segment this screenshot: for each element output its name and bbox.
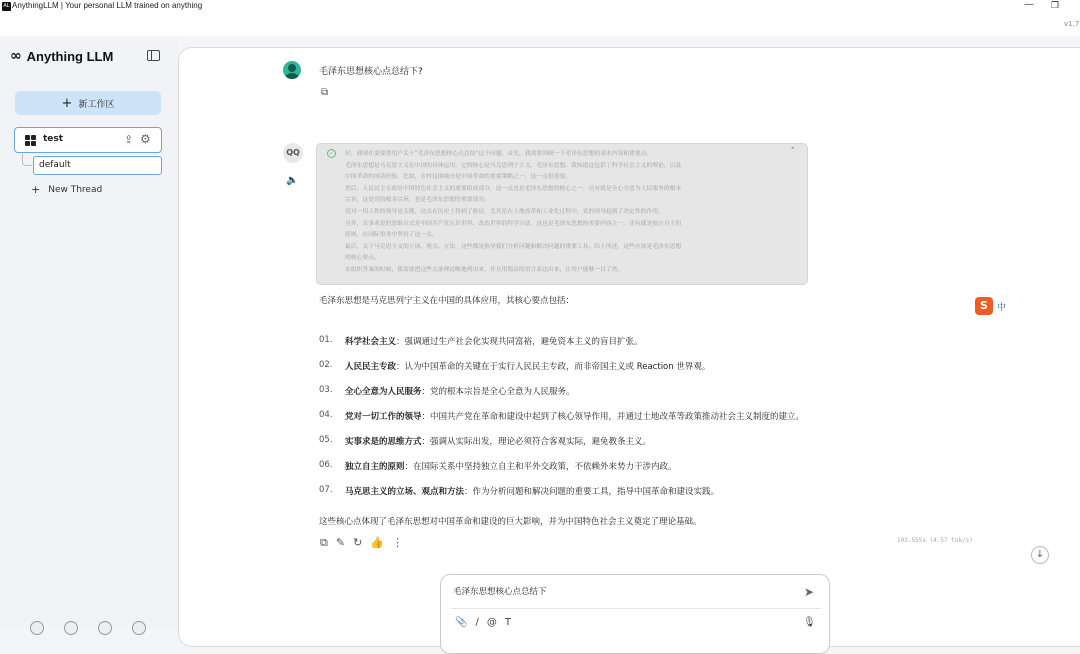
prompt-input[interactable]: 毛泽东思想核心点总结下 bbox=[453, 587, 547, 597]
item-title: 实事求是的思维方式 bbox=[345, 437, 422, 447]
answer-points bbox=[319, 335, 804, 510]
window-titlebar bbox=[0, 0, 1080, 36]
user-question: 毛泽东思想核心点总结下? bbox=[319, 67, 423, 77]
restore-button[interactable]: ❐ bbox=[1051, 1, 1060, 11]
footer-icon-3[interactable] bbox=[98, 621, 112, 635]
chevron-up-icon[interactable]: ˄ bbox=[790, 147, 795, 157]
chat-panel bbox=[178, 47, 1080, 647]
item-number: 06. bbox=[319, 460, 333, 470]
input-toolbar bbox=[455, 617, 511, 628]
thought-line: 的核心要点。 bbox=[345, 255, 380, 262]
thought-line: 毛泽东思想是马克思主义在中国的具体运用，它的核心是马克思列宁主义，毛泽东思想。我知道这包括了科学社会主义的理论，以及 bbox=[345, 162, 682, 169]
slash-command-icon[interactable]: ∕ bbox=[475, 617, 479, 628]
footer-icon-2[interactable] bbox=[64, 621, 78, 635]
thought-line: 最后，关于马克思主义的立场、观点、方法，这些都是指导我们分析问题和解决问题的重要工具。综上所述，这些应该是毛泽东思想 bbox=[345, 243, 682, 250]
app-logo bbox=[10, 48, 113, 64]
send-icon[interactable]: ➤ bbox=[804, 585, 815, 599]
thought-line: 原则，在国际事务中坚持了这一点。 bbox=[345, 232, 438, 239]
ime-language[interactable]: 中 bbox=[997, 302, 1007, 313]
item-number: 04. bbox=[319, 410, 333, 420]
new-thread-label: New Thread bbox=[48, 184, 103, 195]
thread-item-default[interactable]: default bbox=[33, 156, 162, 175]
sidebar-toggle-icon[interactable] bbox=[147, 50, 160, 61]
message-actions bbox=[320, 536, 403, 550]
edit-icon[interactable]: ✎ bbox=[335, 536, 346, 549]
item-text: ：强调从实际出发，理论必须符合客观实际，避免教条主义。 bbox=[421, 437, 652, 447]
thought-line: 在组织答案的时候，我需要把这些点条理清晰地列出来，并且用简洁的语言表达出来，让用户能够一目了然。 bbox=[345, 266, 624, 273]
plus-icon: + bbox=[61, 95, 73, 111]
at-agent-icon[interactable]: @ bbox=[486, 617, 497, 628]
regenerate-icon[interactable]: ↻ bbox=[353, 536, 363, 549]
scroll-down-button[interactable]: ↓ bbox=[1031, 546, 1049, 564]
item-title: 科学社会主义 bbox=[345, 337, 397, 347]
sidebar bbox=[0, 36, 178, 629]
workspace-item-test[interactable] bbox=[14, 127, 162, 153]
item-title: 独立自主的原则 bbox=[345, 462, 405, 472]
app-icon: AL bbox=[3, 3, 10, 9]
minimize-button[interactable]: — bbox=[1024, 0, 1034, 10]
item-title: 马克思主义的立场、观点和方法 bbox=[345, 487, 465, 497]
item-text: ：党的根本宗旨是全心全意为人民服务。 bbox=[421, 387, 575, 397]
ime-toolbar[interactable] bbox=[975, 296, 1006, 316]
copy-icon[interactable]: ⧉ bbox=[321, 87, 329, 98]
list-item bbox=[319, 335, 804, 360]
thought-line: 党对一切工作的领导是关键，这点在历史上得到了验证，尤其是在土地改革和工业化过程中，党的领导起到了决定性的作用。 bbox=[345, 208, 664, 215]
workspace-grid-icon bbox=[25, 135, 36, 146]
item-text: ：在国际关系中坚持独立自主和平外交政策，不依赖外来势力干涉内政。 bbox=[404, 462, 677, 472]
item-text: ：认为中国革命的关键在于实行人民民主专政，而非帝国主义或 Reaction 世界观。 bbox=[396, 362, 711, 372]
new-workspace-button[interactable] bbox=[15, 91, 161, 115]
thumbs-up-icon[interactable]: 👍 bbox=[370, 536, 384, 549]
sogou-logo-icon[interactable]: S bbox=[975, 297, 993, 315]
logo-text: Anything LLM bbox=[26, 48, 114, 64]
answer-summary: 这些核心点体现了毛泽东思想对中国革命和建设的巨大影响，并为中国特色社会主义奠定了理论基础。 bbox=[319, 517, 702, 527]
answer-intro: 毛泽东思想是马克思列宁主义在中国的具体应用，其核心要点包括： bbox=[319, 296, 575, 306]
thought-line: 然后，人民民主专政是中国特色社会主义的重要组成部分，这一点也是毛泽东思想的核心之一。还有就是全心全意为人民服务的根本 bbox=[345, 185, 682, 192]
list-item bbox=[319, 435, 804, 460]
item-text: ：强调通过生产社会化实现共同富裕，避免资本主义的盲目扩张。 bbox=[396, 337, 643, 347]
assistant-avatar: QQ bbox=[283, 143, 303, 163]
thought-line: 好，我现在需要帮用户关于“毛泽东思想核心点总结”这个问题。首先，我需要回顾一下毛泽东思想的基本内容和重要点。 bbox=[345, 151, 653, 157]
list-item bbox=[319, 385, 804, 410]
workspace-name: test bbox=[43, 134, 64, 144]
upload-icon[interactable]: ⇪ bbox=[124, 133, 134, 146]
generation-stats: 102.555s (4.57 tok/s) bbox=[897, 537, 973, 544]
thread-connector bbox=[22, 154, 32, 166]
item-text: ：作为分析问题和解决问题的重要工具，指导中国革命和建设实践。 bbox=[464, 487, 720, 497]
attach-icon[interactable]: 📎 bbox=[455, 617, 468, 628]
item-title: 全心全意为人民服务 bbox=[345, 387, 422, 397]
thought-line: 宗旨，这是党的根本宗旨，也是毛泽东思想的重要部分。 bbox=[345, 197, 490, 204]
thought-line: 中国革命的成功经验。比如，农村包围城市是中国革命的重要策略之一，这一点很重要。 bbox=[345, 174, 572, 181]
prompt-input-box[interactable] bbox=[440, 574, 830, 654]
gear-icon[interactable]: ⚙ bbox=[140, 132, 151, 146]
input-divider bbox=[451, 608, 821, 609]
thinking-block[interactable] bbox=[316, 143, 808, 285]
user-avatar bbox=[283, 61, 301, 79]
new-thread-button[interactable] bbox=[31, 183, 102, 196]
item-number: 02. bbox=[319, 360, 333, 370]
list-item bbox=[319, 485, 804, 510]
mic-icon[interactable]: 🎙 bbox=[803, 617, 816, 628]
list-item bbox=[319, 460, 804, 485]
logo-icon: ∞ bbox=[10, 48, 22, 64]
check-icon: ✓ bbox=[328, 150, 335, 157]
version-label: v1.7 bbox=[1064, 20, 1080, 28]
new-workspace-label: 新工作区 bbox=[78, 99, 115, 110]
item-number: 07. bbox=[319, 485, 333, 495]
item-number: 03. bbox=[319, 385, 333, 395]
plus-icon: + bbox=[31, 183, 41, 196]
item-title: 人民民主专政 bbox=[345, 362, 397, 372]
copy-icon[interactable]: ⧉ bbox=[320, 536, 328, 549]
window-title: AnythingLLM | Your personal LLM trained on anything bbox=[12, 1, 203, 10]
footer-icon-4[interactable] bbox=[132, 621, 146, 635]
thought-line: 另外，实事求是的思维方式是中国共产党认识世界、改造世界的科学方法，这也是毛泽东思想的重要内容之一。还有就是独立自主的 bbox=[345, 220, 682, 227]
item-title: 党对一切工作的领导 bbox=[345, 412, 422, 422]
speaker-icon[interactable]: 🔈 bbox=[286, 175, 299, 186]
item-number: 01. bbox=[319, 335, 333, 345]
item-number: 05. bbox=[319, 435, 333, 445]
text-size-icon[interactable]: T bbox=[504, 617, 511, 628]
footer-icon-1[interactable] bbox=[30, 621, 44, 635]
sidebar-footer bbox=[30, 621, 146, 635]
more-icon[interactable]: ⋮ bbox=[392, 536, 403, 549]
list-item bbox=[319, 360, 804, 385]
list-item bbox=[319, 410, 804, 435]
item-text: ：中国共产党在革命和建设中起到了核心领导作用，并通过土地改革等政策推动社会主义制度的建立。 bbox=[421, 412, 805, 422]
